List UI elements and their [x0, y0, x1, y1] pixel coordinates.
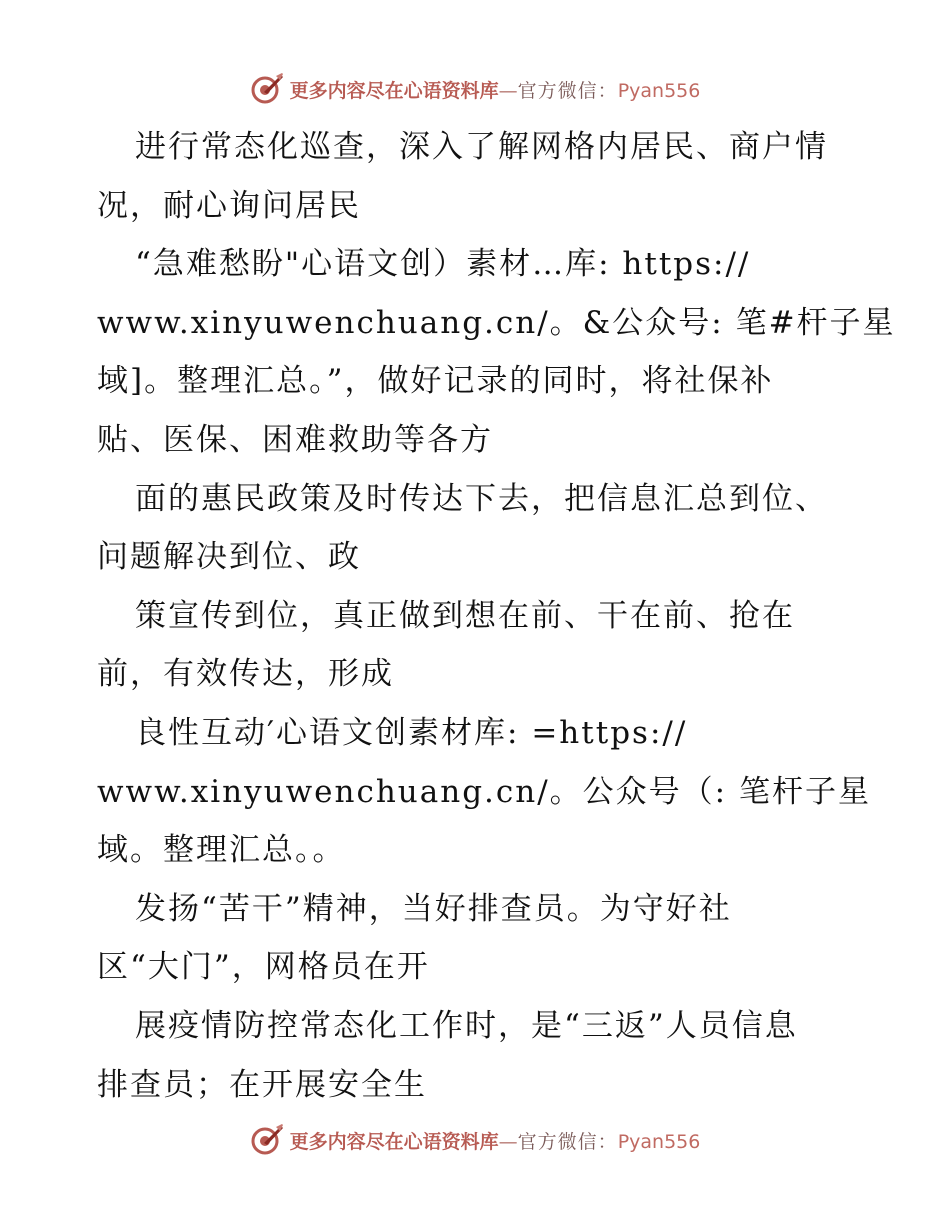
quill-logo-icon	[250, 1123, 284, 1157]
banner-site-text: 更多内容尽在心语资料库	[289, 1130, 499, 1153]
text-line: www.xinyuwenchuang.cn/。公众号（: 笔杆子星	[97, 773, 871, 810]
text-line: 贴、医保、困难救助等各方	[97, 421, 493, 458]
text-line: 前，有效传达，形成	[97, 656, 394, 693]
footer-banner	[0, 1123, 950, 1157]
text-line: 发扬“苦干”精神，当好排查员。为守好社	[135, 890, 732, 927]
banner-wechat-handle: Pyan556	[617, 1130, 701, 1153]
banner-wechat-handle: Pyan556	[617, 79, 701, 102]
banner-separator: —	[498, 1130, 518, 1153]
text-line: 况，耐心询问居民	[97, 187, 361, 224]
text-line: 问题解决到位、政	[97, 539, 361, 576]
text-line: 展疫情防控常态化工作时，是“三返”人员信息	[135, 1007, 798, 1044]
text-line: 进行常态化巡查，深入了解网格内居民、商户情	[135, 129, 828, 165]
banner-wechat-label: 官方微信：	[517, 79, 618, 102]
header-banner	[0, 72, 950, 106]
text-line: 良性互动′心语文创素材库: =https://	[135, 714, 688, 751]
banner-site-text: 更多内容尽在心语资料库	[289, 79, 499, 102]
document-body	[97, 118, 896, 1114]
text-line: www.xinyuwenchuang.cn/。&公众号: 笔#杆子星	[97, 304, 896, 341]
text-line: 面的惠民政策及时传达下去，把信息汇总到位、	[135, 480, 828, 517]
banner-wechat-label: 官方微信：	[517, 1130, 618, 1153]
text-line: “急难愁盼"心语文创）素材…库: https://	[135, 246, 751, 283]
text-line: 区“大门”，网格员在开	[97, 949, 430, 986]
banner-separator: —	[498, 79, 518, 102]
footer-banner-text	[290, 1127, 701, 1154]
quill-logo-icon	[250, 72, 284, 106]
header-banner-text	[290, 76, 701, 103]
text-line: 域]。整理汇总。”，做好记录的同时，将社保补	[97, 363, 774, 400]
text-line: 策宣传到位，真正做到想在前、干在前、抢在	[135, 597, 795, 634]
text-line: 排查员；在开展安全生	[97, 1066, 427, 1103]
text-line: 域。整理汇总。。	[97, 832, 346, 869]
